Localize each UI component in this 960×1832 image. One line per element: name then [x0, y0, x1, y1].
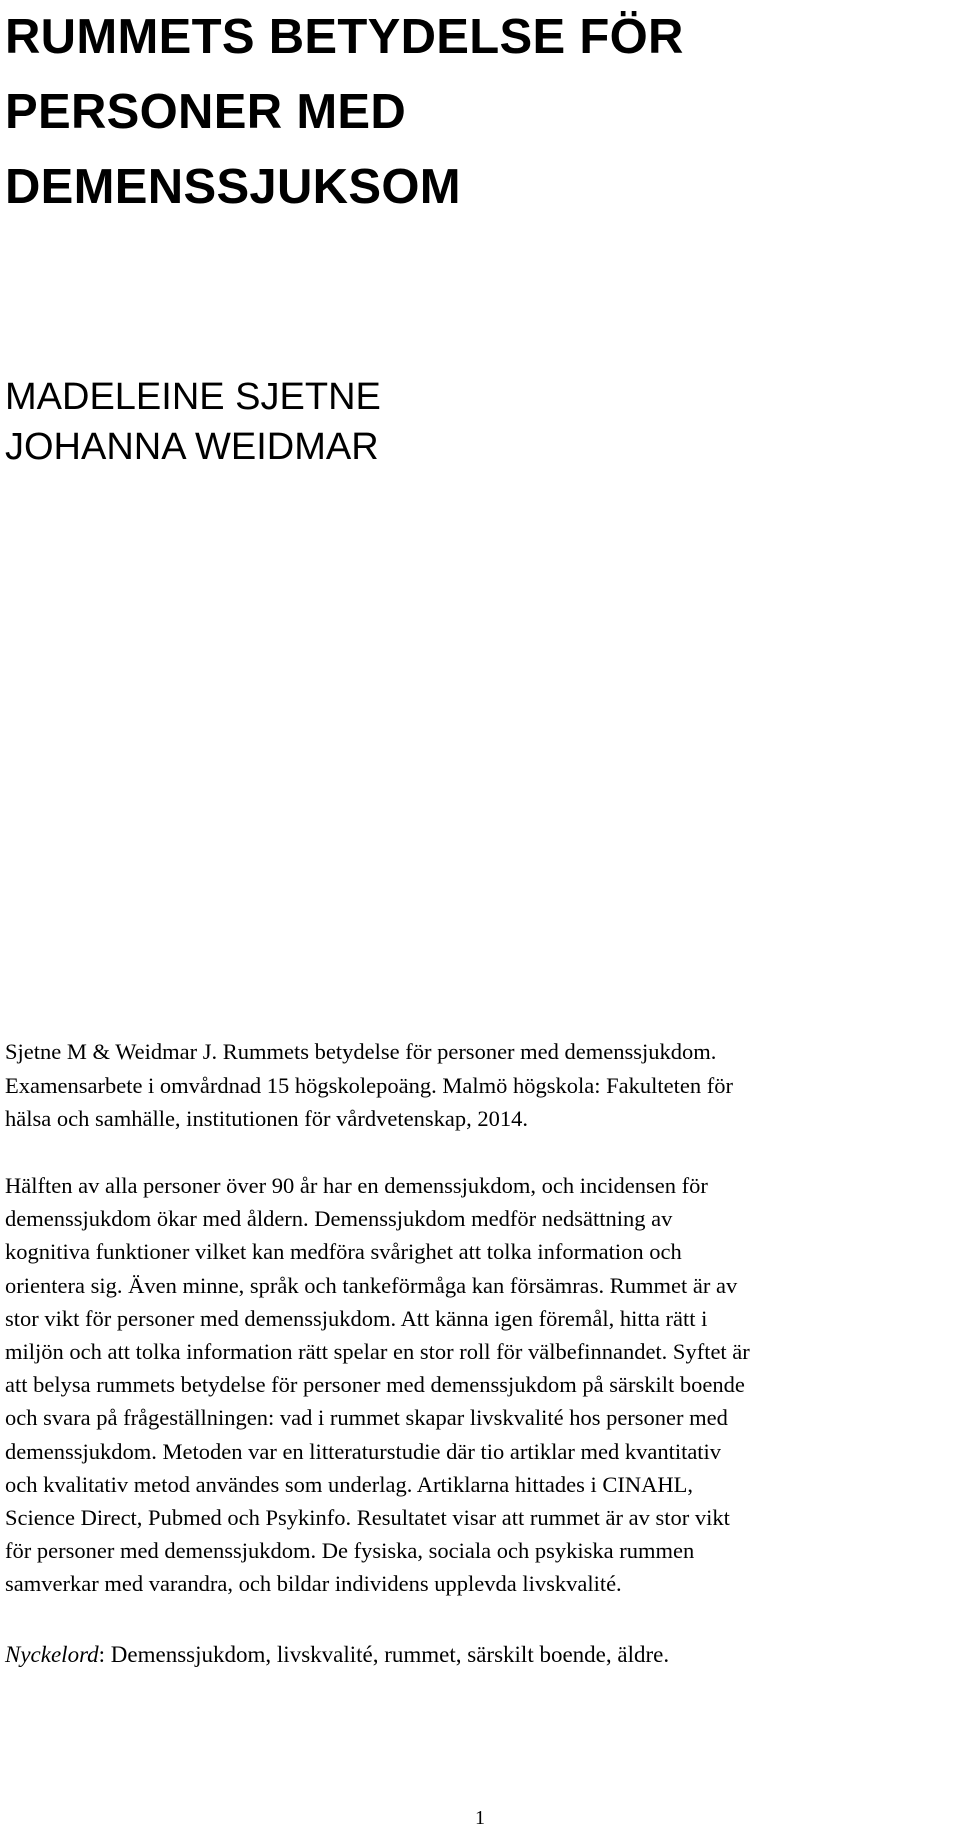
author-name: MADELEINE SJETNE [5, 376, 381, 418]
citation-line: Sjetne M & Weidmar J. Rummets betydelse för personer med demenssjukdom. [5, 1039, 717, 1064]
abstract-line: Hälften av alla personer över 90 år har en demenssjukdom, och incidensen för [5, 1173, 708, 1198]
abstract-line: stor vikt för personer med demenssjukdom. Att känna igen föremål, hitta rätt i [5, 1305, 708, 1331]
abstract-line: demenssjukdom ökar med åldern. Demenssjukdom medför nedsättning av [5, 1206, 673, 1232]
citation-line: hälsa och samhälle, institutionen för vårdvetenskap, 2014. [5, 1106, 528, 1131]
abstract-paragraph [5, 1169, 950, 1601]
abstract-line: kognitiva funktioner vilket kan medföra svårighet att tolka information och [5, 1239, 682, 1265]
abstract-line: demenssjukdom. Metoden var en litteraturstudie där tio artiklar med kvantitativ [5, 1438, 722, 1464]
page-number: 1 [475, 1807, 485, 1829]
keywords-label: Nyckelord [5, 1642, 99, 1667]
keywords-text: : Demenssjukdom, livskvalité, rummet, särskilt boende, äldre. [98, 1642, 670, 1667]
author-list [5, 372, 381, 472]
abstract-line: orientera sig. Även minne, språk och tankeförmåga kan försämras. Rummet är av [5, 1272, 738, 1298]
title-line: DEMENSSJUKSOM [5, 160, 461, 214]
title-line: RUMMETS BETYDELSE FÖR [5, 10, 684, 64]
abstract-line: att belysa rummets betydelse för personer med demenssjukdom på särskilt boende [5, 1372, 745, 1398]
abstract-line: Science Direct, Pubmed och Psykinfo. Resultatet visar att rummet är av stor vikt [5, 1505, 730, 1531]
author-name: JOHANNA WEIDMAR [5, 426, 379, 468]
keywords-line [5, 1638, 669, 1672]
citation-line: Examensarbete i omvårdnad 15 högskolepoäng. Malmö högskola: Fakulteten för [5, 1072, 733, 1098]
abstract-line: miljön och att tolka information rätt spelar en stor roll för välbefinnandet. Syftet är [5, 1339, 750, 1365]
abstract-line: och svara på frågeställningen: vad i rummet skapar livskvalité hos personer med [5, 1405, 728, 1431]
document-title [5, 0, 945, 225]
abstract-line: samverkar med varandra, och bildar individens upplevda livskvalité. [5, 1571, 622, 1597]
title-line: PERSONER MED [5, 85, 407, 139]
abstract-line: och kvalitativ metod användes som underlag. Artiklarna hittades i CINAHL, [5, 1471, 693, 1497]
citation-paragraph [5, 1035, 950, 1136]
abstract-line: för personer med demenssjukdom. De fysiska, sociala och psykiska rummen [5, 1538, 695, 1564]
